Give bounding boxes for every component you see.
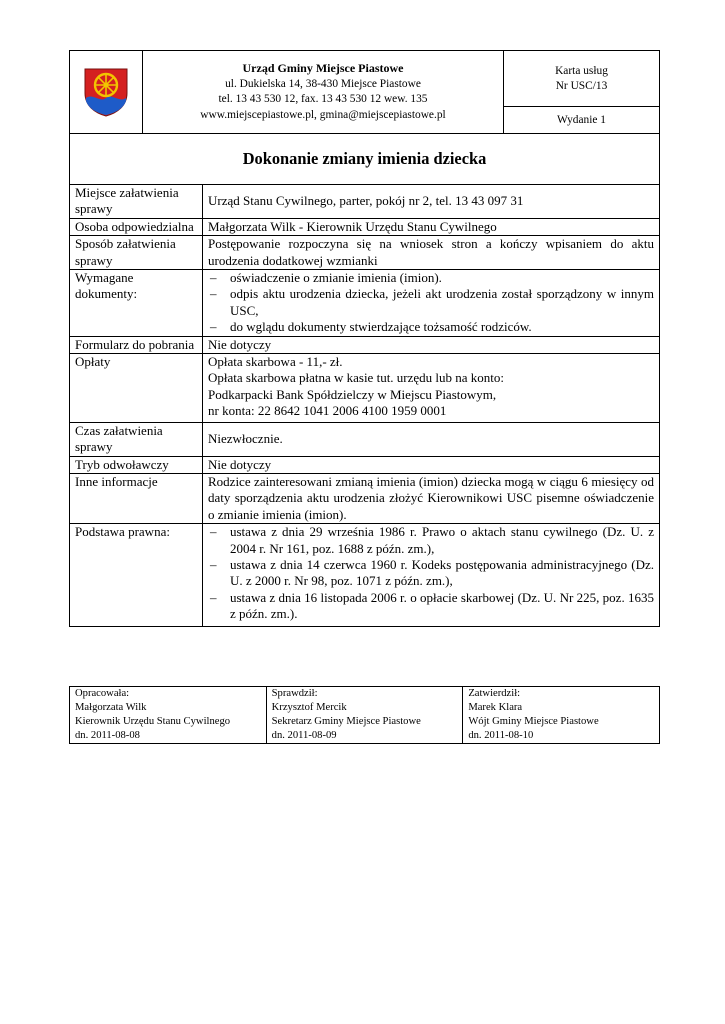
checked-date: dn. 2011-08-09 [271,730,337,741]
fee-line: Opłata skarbowa płatna w kasie tut. urzędu lub na konto: [208,370,505,386]
row-label: Czas załatwienia sprawy [70,422,203,456]
checked-by [266,687,463,744]
documents-list [208,270,654,336]
prepared-by [70,687,267,744]
document-title: Dokonanie zmiany imienia dziecka [70,134,660,185]
prepared-label: Opracowała: [75,688,130,699]
row-label: Sposób załatwienia sprawy [70,236,203,270]
edition: Wydanie 1 [504,107,660,134]
row-fees [70,354,660,423]
approved-by [463,687,660,744]
approved-name: Marek Klara [468,702,523,713]
row-place [70,185,660,219]
fee-line: nr konta: 22 8642 1041 2006 4100 1959 0001 [208,403,447,419]
row-value: Niezwłocznie. [203,422,660,456]
fee-line: Opłata skarbowa - 11,- zł. [208,354,343,370]
row-label: Wymagane dokumenty: [70,270,203,337]
row-value: Rodzice zainteresowani zmianą imienia (imion) dziecka mogą w ciągu 6 miesięcy od daty sporządzenia aktu urodzenia złożyć Kierownikowi USC pisemne oświadczenie o zmianie imienia (imion). [203,473,660,523]
service-card-table [69,133,660,627]
logo-cell [70,51,143,134]
list-item: – ustawa z dnia 29 września 1986 r. Prawo o aktach stanu cywilnego (Dz. U. z 2004 r. Nr 161, poz. 1688 z późn. zm.), [208,524,654,557]
approved-label: Zatwierdził: [468,688,521,699]
row-value: Nie dotyczy [203,336,660,353]
fee-line: Podkarpacki Bank Spółdzielczy w Miejscu Piastowym, [208,386,497,402]
organization-info [143,51,504,134]
prepared-date: dn. 2011-08-08 [75,730,140,741]
row-label: Inne informacje [70,473,203,523]
organization-web: www.miejscepiastowe.pl, gmina@miejscepiastowe.pl [200,108,446,121]
list-item: – do wglądu dokumenty stwierdzające tożsamość rodziców. [208,319,654,335]
document-header [69,50,660,134]
row-value [203,354,660,423]
list-item: – ustawa z dnia 16 listopada 2006 r. o opłacie skarbowej (Dz. U. Nr 225, poz. 1635 z późn. zm.). [208,590,654,623]
list-item: – ustawa z dnia 14 czerwca 1960 r. Kodeks postępowania administracyjnego (Dz. U. z 2000 r. Nr 98, poz. 1071 z późn. zm.), [208,557,654,590]
row-value: Nie dotyczy [203,456,660,473]
card-number: Nr USC/13 [555,79,608,92]
approval-footer [69,686,660,744]
organization-phone: tel. 13 43 530 12, fax. 13 43 530 12 wew. 135 [218,93,428,105]
row-label: Formularz do pobrania [70,336,203,353]
card-title: Karta usług [555,64,608,77]
prepared-role: Kierownik Urzędu Stanu Cywilnego [75,716,231,727]
service-card-id [504,51,660,107]
row-label: Podstawa prawna: [70,524,203,626]
row-time [70,422,660,456]
row-label: Tryb odwoławczy [70,456,203,473]
row-value: Urząd Stanu Cywilnego, parter, pokój nr 2, tel. 13 43 097 31 [203,185,660,219]
row-label: Miejsce załatwienia sprawy [70,185,203,219]
checked-name: Krzysztof Mercik [271,702,347,713]
row-appeal [70,456,660,473]
row-value [203,524,660,626]
row-label: Opłaty [70,354,203,423]
legal-basis-list [208,524,654,622]
row-method [70,236,660,270]
row-documents [70,270,660,337]
row-value: Postępowanie rozpoczyna się na wniosek stron a kończy wpisaniem do aktu urodzenia dodatkowej wzmianki [203,236,660,270]
checked-role: Sekretarz Gminy Miejsce Piastowe [271,716,421,727]
approved-date: dn. 2011-08-10 [468,730,534,741]
row-value: Małgorzata Wilk - Kierownik Urzędu Stanu Cywilnego [203,218,660,235]
organization-name: Urząd Gminy Miejsce Piastowe [242,61,404,75]
row-form [70,336,660,353]
list-item: – oświadczenie o zmianie imienia (imion). [208,270,654,286]
row-person [70,218,660,235]
checked-label: Sprawdził: [271,688,318,699]
coat-of-arms-wheel-icon [83,67,129,117]
list-item: – odpis aktu urodzenia dziecka, jeżeli akt urodzenia został sporządzony w innym USC, [208,286,654,319]
row-legal-basis [70,524,660,626]
row-value [203,270,660,337]
approved-role: Wójt Gminy Miejsce Piastowe [468,716,599,727]
prepared-name: Małgorzata Wilk [75,702,147,713]
organization-address: ul. Dukielska 14, 38-430 Miejsce Piastowe [225,77,421,90]
row-other-info [70,473,660,523]
row-label: Osoba odpowiedzialna [70,218,203,235]
